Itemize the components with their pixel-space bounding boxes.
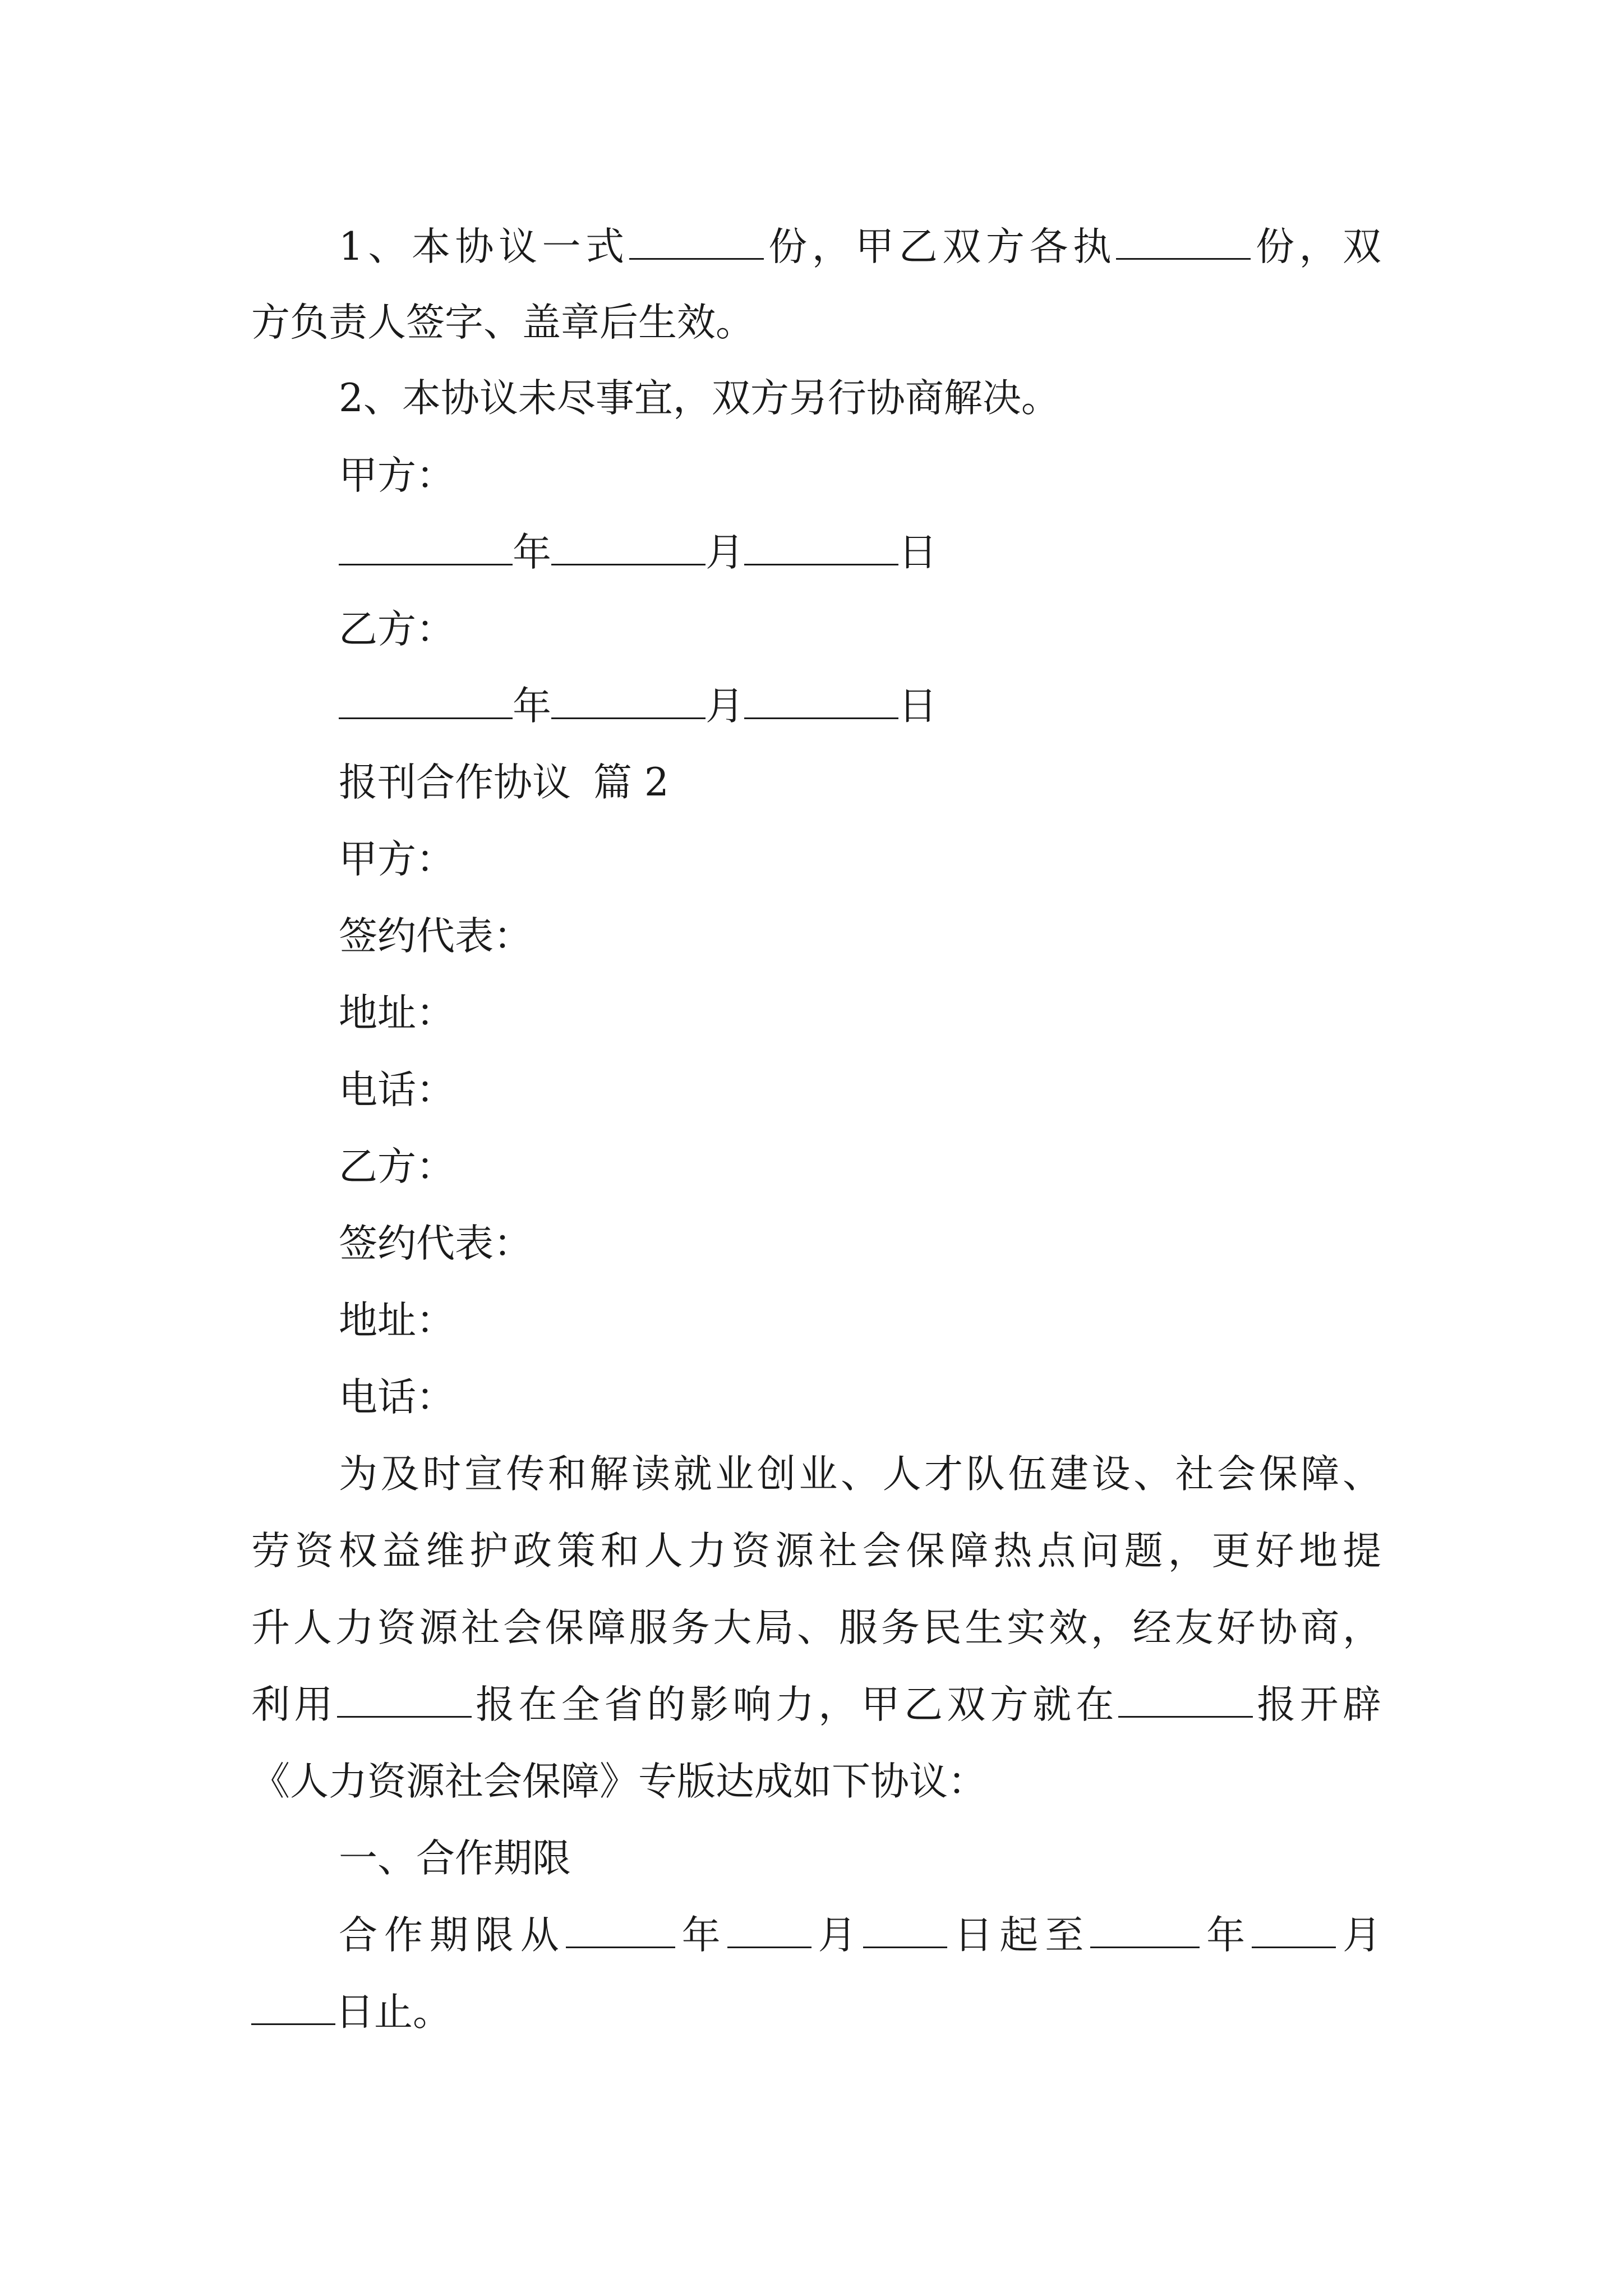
- section-1-heading: 一、合作期限: [339, 1836, 571, 1881]
- blank-field: [1118, 1682, 1253, 1718]
- blank-year: [339, 530, 513, 565]
- party-a-2: 甲方：: [339, 837, 455, 882]
- blank-day: [251, 1990, 335, 2025]
- rep-b: 签约代表：: [339, 1221, 532, 1266]
- text: 年: [675, 1913, 727, 1958]
- paragraph-line-3: 升人力资源社会保障服务大局、服务民生实效，经友好协商，: [251, 1605, 1381, 1650]
- addr-a: 地址：: [339, 991, 455, 1036]
- text: 日: [898, 530, 937, 575]
- blank-month: [727, 1913, 811, 1948]
- party-b-2: 乙方：: [339, 1144, 455, 1189]
- text: 月: [706, 684, 744, 729]
- text: 利用: [251, 1682, 337, 1727]
- blank-field: [337, 1682, 472, 1718]
- rep-a: 签约代表：: [339, 914, 532, 959]
- text: 年: [513, 684, 551, 729]
- paragraph-line-4: [251, 1680, 1381, 1730]
- tel-b: 电话：: [339, 1375, 455, 1420]
- section-heading: [339, 757, 1381, 808]
- blank-month: [1252, 1913, 1336, 1948]
- text: 报开辟: [1252, 1682, 1382, 1727]
- party-b-label: 乙方：: [339, 607, 455, 652]
- party-b-date: [339, 681, 1381, 731]
- blank-day: [863, 1913, 947, 1948]
- text: 份，双: [1251, 224, 1381, 269]
- text: 年: [1200, 1913, 1252, 1958]
- blank-field: [629, 224, 764, 260]
- clause-1-line-1: [339, 222, 1381, 272]
- blank-day: [744, 530, 898, 565]
- blank-field: [1116, 224, 1251, 260]
- blank-month: [551, 530, 706, 565]
- paragraph-line-2: 劳资权益维护政策和人力资源社会保障热点问题，更好地提: [251, 1529, 1381, 1573]
- tel-a: 电话：: [339, 1068, 455, 1112]
- text: 月: [1336, 1913, 1381, 1958]
- clause-1-line-2: 方负责人签字、盖章后生效。: [251, 300, 754, 345]
- text: 日: [898, 684, 937, 729]
- text: 日止。: [335, 1990, 451, 2035]
- term-line-1: [339, 1910, 1381, 1961]
- addr-b: 地址：: [339, 1298, 455, 1343]
- heading-number: 篇 2: [593, 760, 669, 805]
- text: 月: [706, 530, 744, 575]
- party-a-date: [339, 527, 1381, 578]
- blank-year: [339, 684, 513, 719]
- blank-day: [744, 684, 898, 719]
- text: 日起至: [947, 1913, 1091, 1958]
- party-a-label: 甲方：: [339, 453, 455, 498]
- text: 1、本协议一式: [339, 224, 629, 269]
- clause-2: 2、本协议未尽事宜，双方另行协商解决。: [339, 376, 1060, 421]
- text: 合作期限从: [339, 1913, 566, 1958]
- paragraph-line-5: 《人力资源社会保障》专版达成如下协议：: [251, 1759, 986, 1804]
- text: 份，甲乙双方各执: [763, 224, 1117, 269]
- blank-year: [1090, 1913, 1200, 1948]
- term-line-2: [251, 1987, 1381, 2037]
- blank-month: [551, 684, 706, 719]
- blank-year: [566, 1913, 675, 1948]
- text: 月: [811, 1913, 864, 1958]
- text: 年: [513, 530, 551, 575]
- paragraph-line-1: 为及时宣传和解读就业创业、人才队伍建设、社会保障、: [339, 1452, 1381, 1497]
- text: 报在全省的影响力，甲乙双方就在: [471, 1682, 1118, 1727]
- heading-title: 报刊合作协议: [339, 760, 571, 805]
